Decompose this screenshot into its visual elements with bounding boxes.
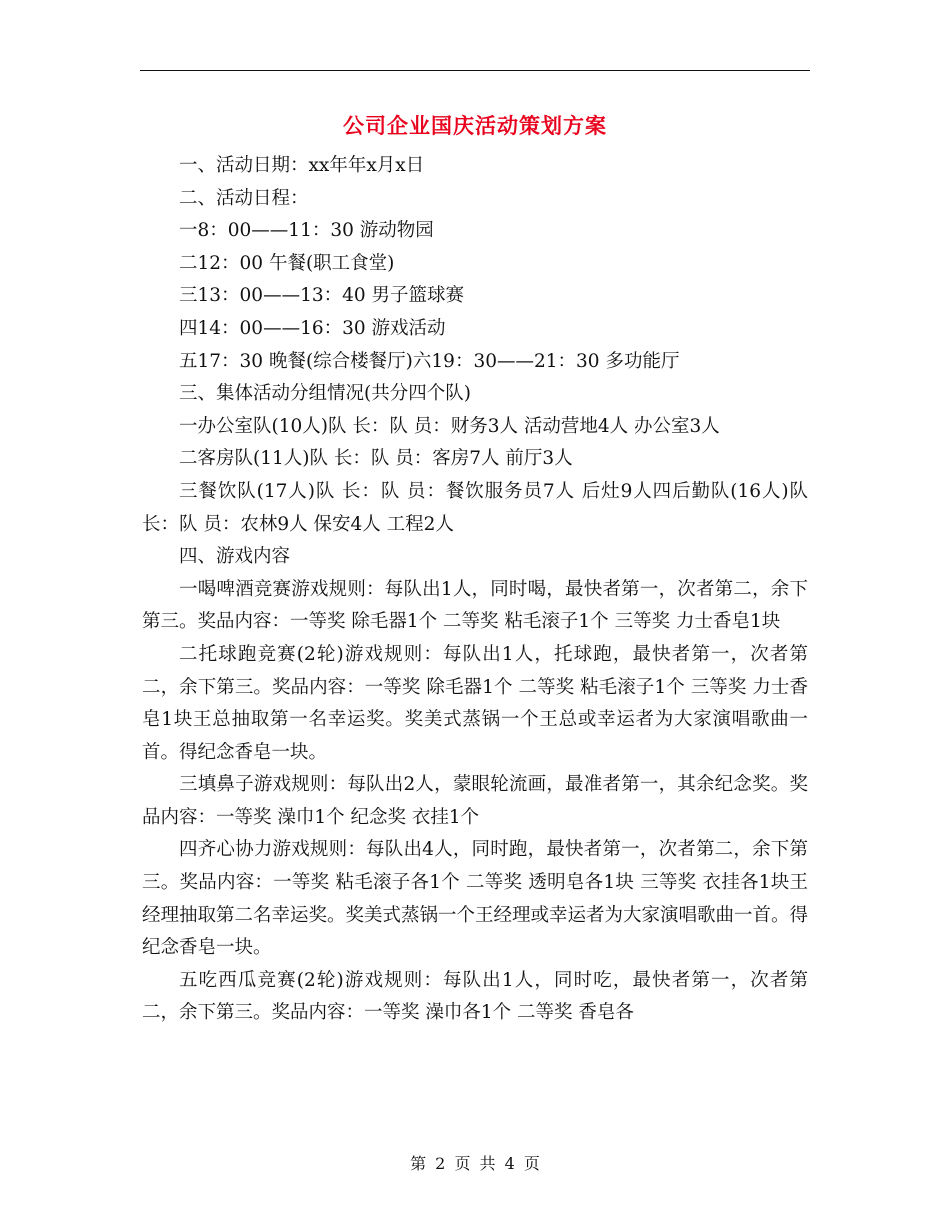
paragraph: 二12：00 午餐(职工食堂) xyxy=(179,252,395,274)
paragraph: 五17：30 晚餐(综合楼餐厅)六19：30——21：30 多功能厅 xyxy=(179,350,680,372)
paragraph: 四齐心协力游戏规则：每队出4人，同时跑，最快者第一，次者第二，余下第三。奖品内容：一等奖 粘毛滚子各1个 二等奖 透明皂各1块 三等奖 衣挂各1块王经理抽取第二名幸运奖。奖美式蒸锅一个王经理或幸运者为大家演唱歌曲一首。得纪念香皂一块。 xyxy=(142,839,809,959)
paragraph: 二、活动日程： xyxy=(179,187,309,209)
document-body xyxy=(142,150,808,1030)
paragraph: 三、集体活动分组情况(共分四个队) xyxy=(179,383,471,405)
paragraph: 三餐饮队(17人)队 长：队 员：餐饮服务员7人 后灶9人四后勤队(16人)队 长：队 员：农林9人 保安4人 工程2人 xyxy=(142,480,808,535)
document-title: 公司企业国庆活动策划方案 xyxy=(343,113,607,138)
paragraph: 四、游戏内容 xyxy=(179,546,291,568)
paragraph: 一喝啤酒竞赛游戏规则：每队出1人，同时喝，最快者第一，次者第二，余下第三。奖品内容：一等奖 除毛器1个 二等奖 粘毛滚子1个 三等奖 力士香皂1块 xyxy=(142,578,808,633)
header-rule xyxy=(140,70,810,71)
paragraph: 三13：00——13：40 男子篮球赛 xyxy=(179,285,465,307)
paragraph: 五吃西瓜竞赛(2轮)游戏规则：每队出1人，同时吃，最快者第一，次者第二，余下第三。奖品内容：一等奖 澡巾各1个 二等奖 香皂各 xyxy=(142,969,808,1024)
paragraph: 二客房队(11人)队 长：队 员：客房7人 前厅3人 xyxy=(179,448,573,470)
paragraph: 四14：00——16：30 游戏活动 xyxy=(179,317,446,339)
paragraph: 一8：00——11：30 游动物园 xyxy=(179,220,434,242)
paragraph: 三填鼻子游戏规则：每队出2人，蒙眼轮流画，最准者第一，其余纪念奖。奖品内容：一等奖 澡巾1个 纪念奖 衣挂1个 xyxy=(142,774,808,828)
paragraph: 一办公室队(10人)队 长：队 员：财务3人 活动营地4人 办公室3人 xyxy=(179,415,720,437)
page-number-footer: 第 2 页 共 4 页 xyxy=(410,1154,540,1173)
paragraph: 一、活动日期：xx年年x月x日 xyxy=(179,155,425,176)
paragraph: 二托球跑竞赛(2轮)游戏规则：每队出1人，托球跑，最快者第一，次者第二，余下第三。奖品内容：一等奖 除毛器1个 二等奖 粘毛滚子1个 三等奖 力士香皂1块王总抽取第一名幸运奖。奖美式蒸锅一个王总或幸运者为大家演唱歌曲一首。得纪念香皂一块。 xyxy=(142,643,808,763)
